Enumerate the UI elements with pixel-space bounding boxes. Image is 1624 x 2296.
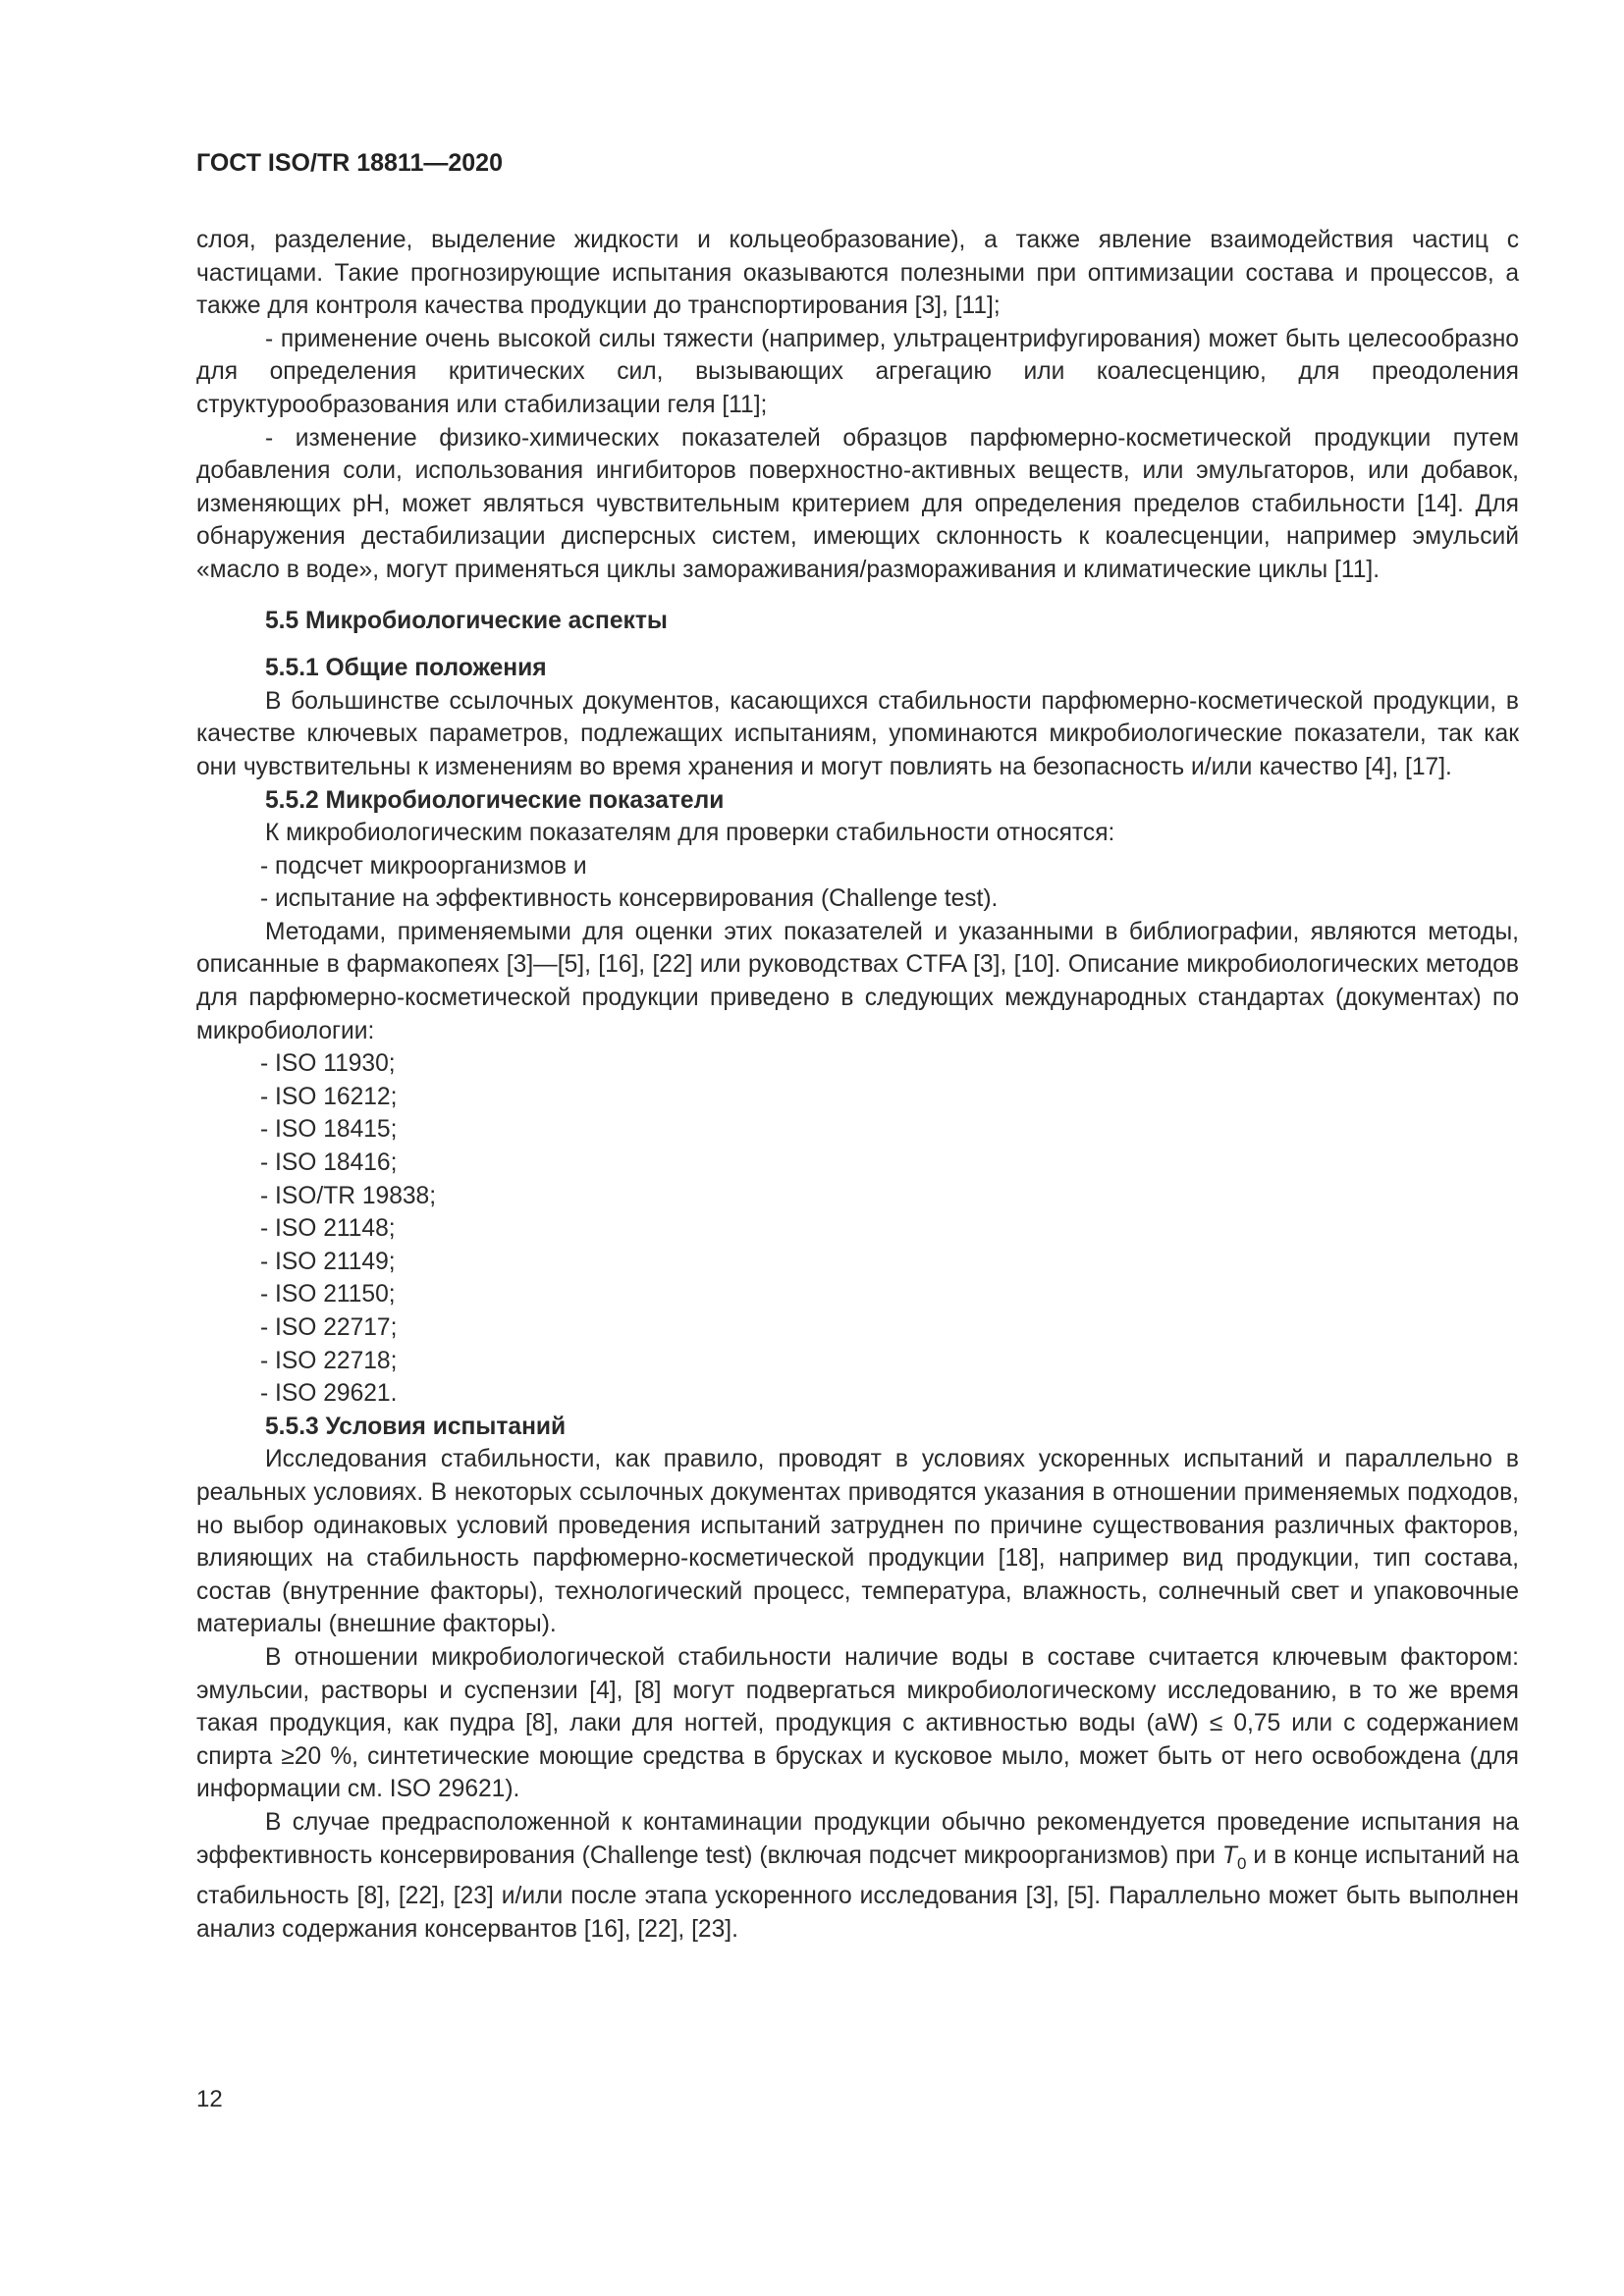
paragraph: - применение очень высокой силы тяжести (например, ультрацентрифугирования) может быть целесообразно для определения критических сил, вызывающих агрегацию или коалесценцию, для преодоления структурообразования или стабилизации геля [11]; [196,325,1519,418]
standard-item: - ISO 11930; [260,1050,396,1078]
text-run: В случае предрасположенной к контаминации продукции обычно рекомендуется проведение испытания на эффективность консервирования (Challenge test) (включая подсчет микроорганизмов) при [196,1808,1519,1869]
section-heading-5-5-3: 5.5.3 Условия испытаний [265,1413,567,1440]
page-body [196,224,1519,1946]
page-number: 12 [196,2086,223,2112]
list-item: - испытание на эффективность консервирования (Challenge test). [260,885,999,913]
standard-item: - ISO 21150; [260,1281,396,1308]
paragraph: - изменение физико-химических показателей образцов парфюмерно-косметической продукции путем добавления соли, использования ингибиторов поверхностно-активных веществ, или эмульгаторов, или добавок, изменяющих pH, может являться чувствительным критерием для определения пределов стабильности [14]. Для обнаружения дестабилизации дисперсных систем, имеющих склонность к коалесценции, например эмульсий «масло в воде», могут применяться циклы замораживания/размораживания и климатические циклы [11]. [196,424,1519,583]
standard-item: - ISO 22717; [260,1314,398,1341]
standard-item: - ISO 21148; [260,1215,396,1243]
paragraph [196,1806,1519,1946]
standard-item: - ISO 18416; [260,1149,398,1177]
list-item: - подсчет микроорганизмов и [260,852,587,880]
section-heading-5-5: 5.5 Микробиологические аспекты [265,607,668,634]
paragraph: Методами, применяемыми для оценки этих показателей и указанными в библиографии, являются методы, описанные в фармакопеях [3]—[5], [16], [22] или руководствах CTFA [3], [10]. Описание микробиологических методов для парфюмерно-косметической продукции приведено в следующих международных стандартах (документах) по микробиологии: [196,918,1519,1044]
standard-item: - ISO/TR 19838; [260,1182,437,1209]
standard-item: - ISO 29621. [260,1380,398,1408]
section-heading-5-5-1: 5.5.1 Общие положения [265,655,547,682]
standard-item: - ISO 16212; [260,1083,398,1110]
variable-t: T [1221,1842,1237,1869]
subscript: 0 [1236,1853,1247,1873]
paragraph: Исследования стабильности, как правило, проводят в условиях ускоренных испытаний и параллельно в реальных условиях. В некоторых ссылочных документах приводятся указания в отношении применяемых подходов, но выбор одинаковых условий проведения испытаний затруднен по причине существования различных факторов, влияющих на стабильность парфюмерно-косметической продукции [18], например вид продукции, тип состава, состав (внутренние факторы), технологический процесс, температура, влажность, солнечный свет и упаковочные материалы (внешние факторы). [196,1446,1519,1638]
paragraph: В большинстве ссылочных документов, касающихся стабильности парфюмерно-косметической продукции, в качестве ключевых параметров, подлежащих испытаниям, упоминаются микробиологические показатели, так как они чувствительны к изменениям во время хранения и могут повлиять на безопасность и/или качество [4], [17]. [196,687,1519,780]
paragraph: В отношении микробиологической стабильности наличие воды в составе считается ключевым фактором: эмульсии, растворы и суспензии [4], [8] могут подвергаться микробиологическому исследованию, в то же время такая продукция, как пудра [8], лаки для ногтей, продукция с активностью воды (aW) ≤ 0,75 или с содержанием спирта ≥20 %, синтетические моющие средства в брусках и кусковое мыло, может быть от него освобождена (для информации см. ISO 29621). [196,1643,1519,1803]
text-run: и в конце испытаний на стабильность [8], [22], [23] и/или после этапа ускоренного исследования [3], [5]. Параллельно может быть выполнен анализ содержания консервантов [16], [22], [23]. [196,1842,1520,1943]
standard-item: - ISO 22718; [260,1347,398,1374]
paragraph: К микробиологическим показателям для проверки стабильности относятся: [265,820,1115,847]
standard-item: - ISO 21149; [260,1248,396,1275]
standard-item: - ISO 18415; [260,1116,398,1144]
section-heading-5-5-2: 5.5.2 Микробиологические показатели [265,786,725,814]
paragraph: слоя, разделение, выделение жидкости и кольцеобразование), а также явление взаимодействия частиц с частицами. Такие прогнозирующие испытания оказываются полезными при оптимизации состава и процессов, а также для контроля качества продукции до транспортирования [3], [11]; [196,227,1519,320]
document-header: ГОСТ ISO/TR 18811—2020 [196,149,503,177]
